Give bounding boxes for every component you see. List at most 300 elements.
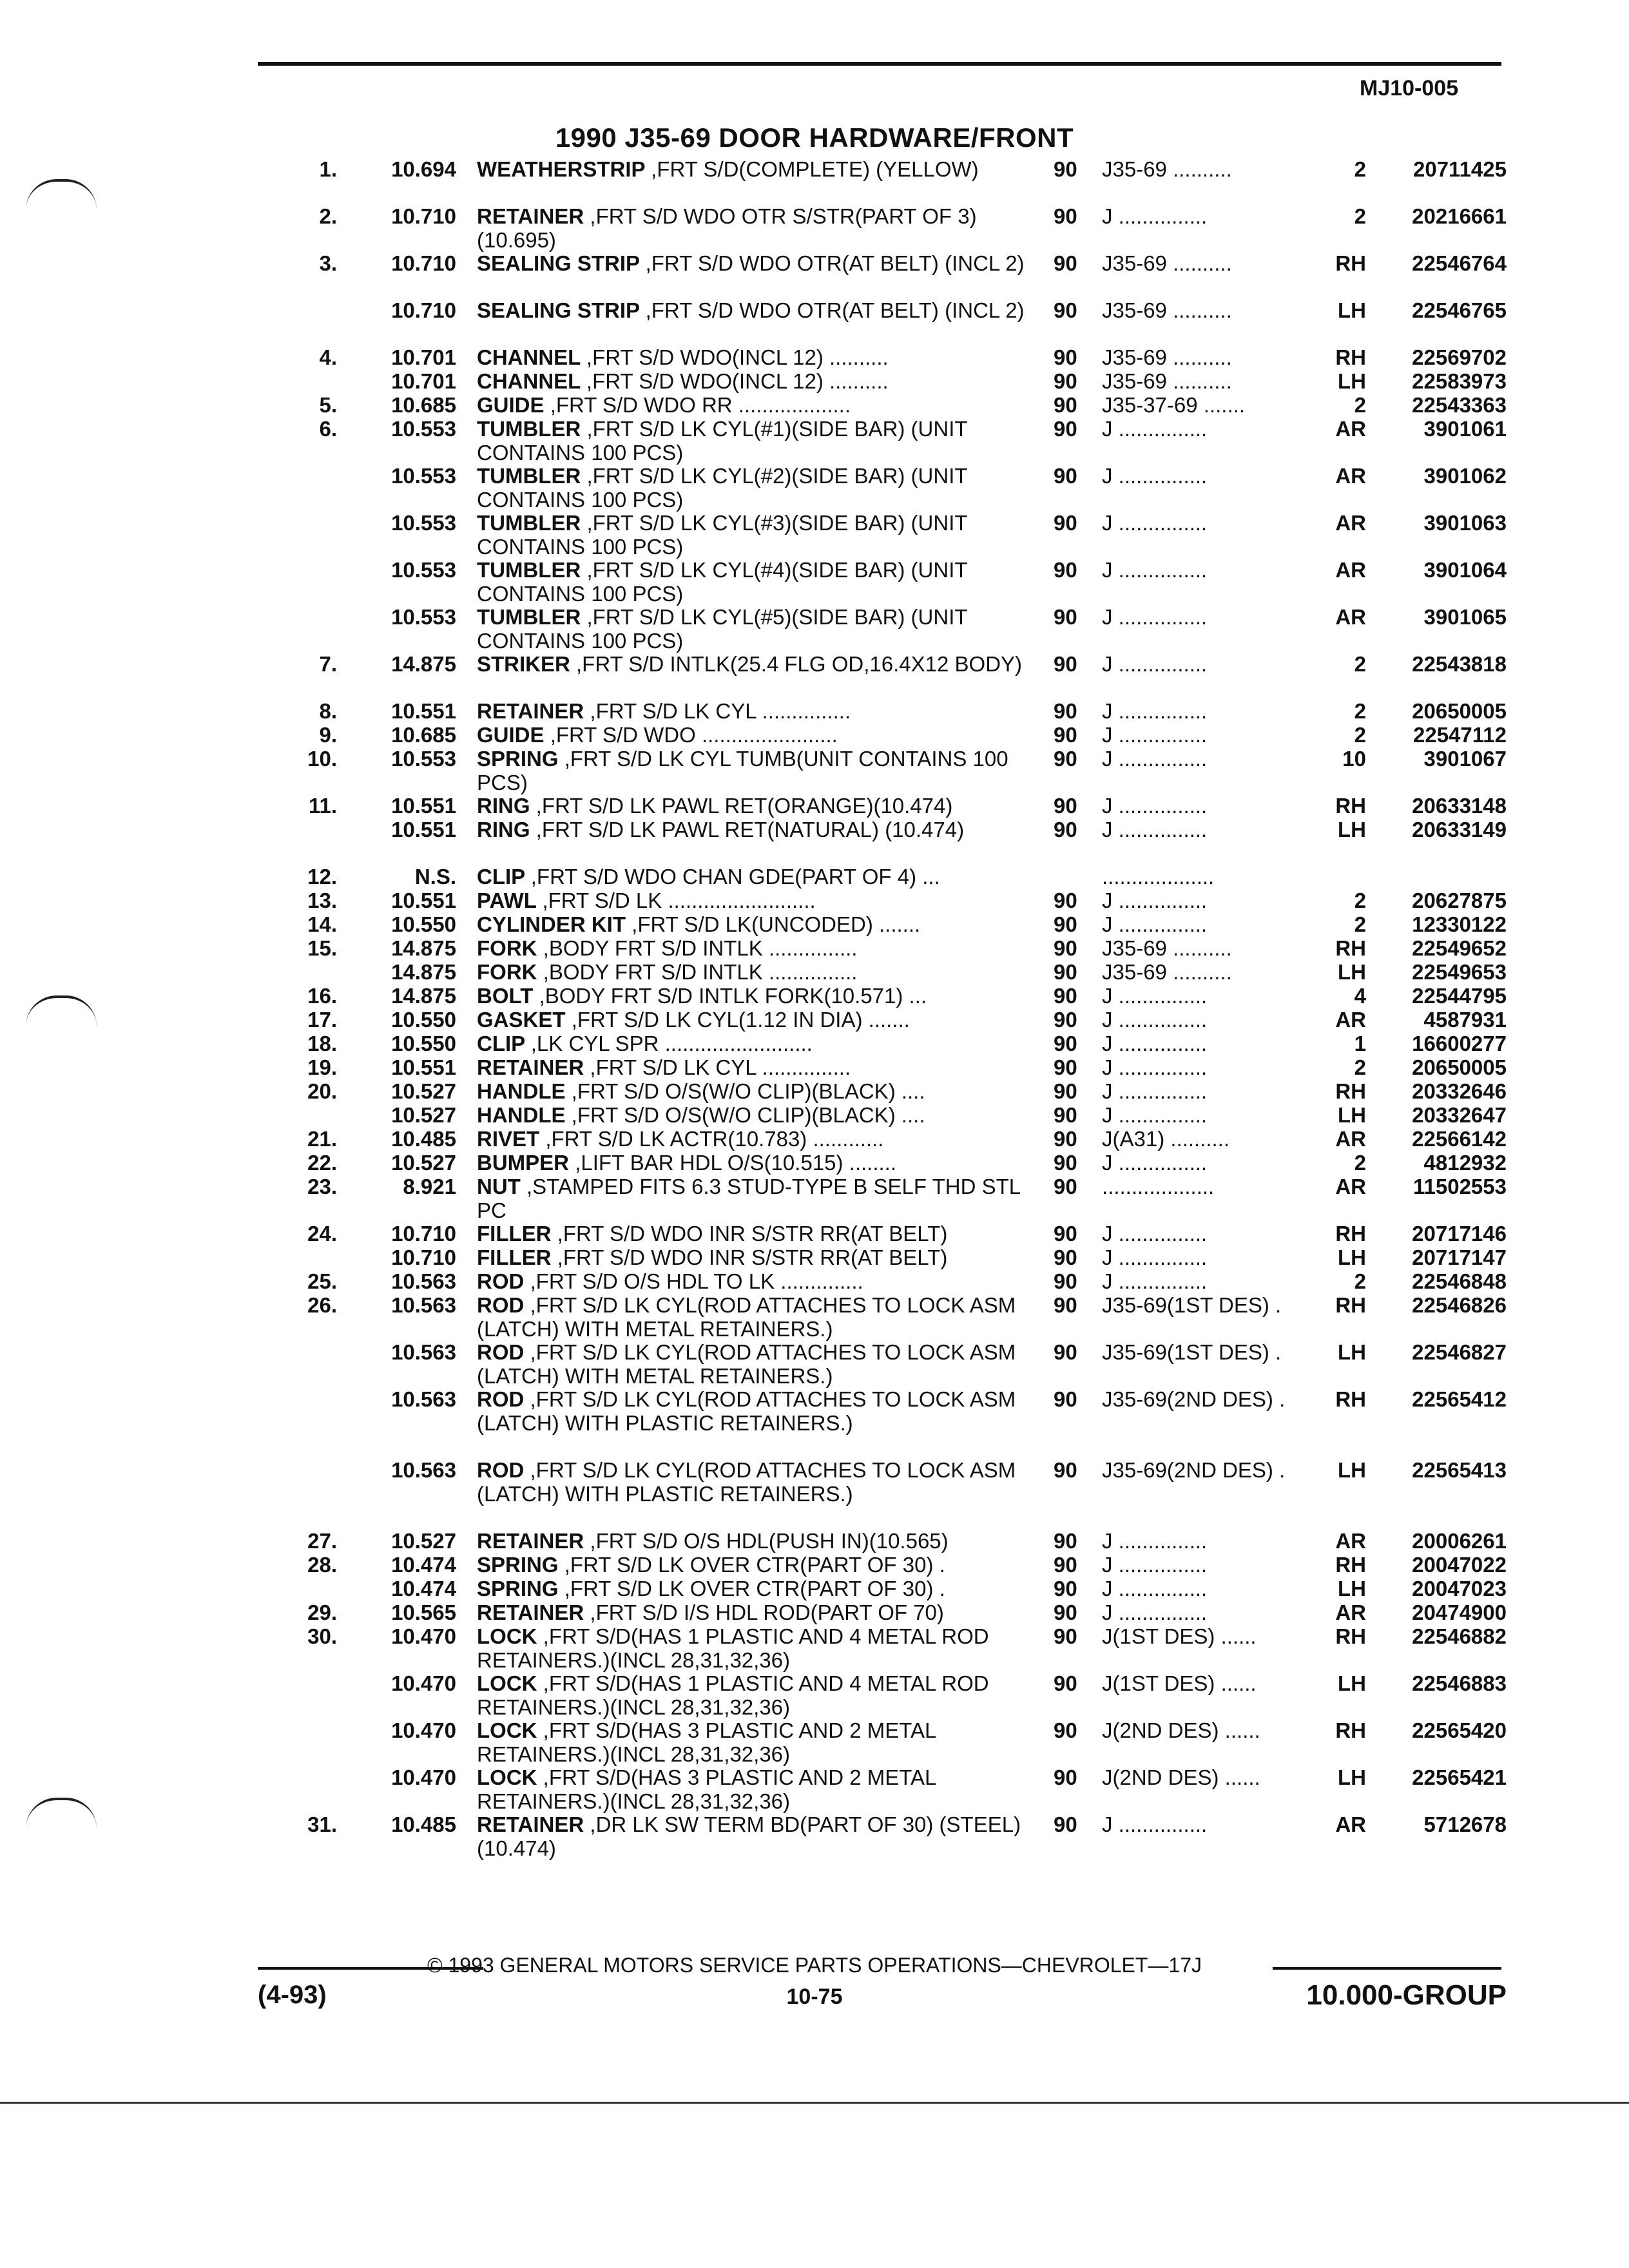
- part-detail: ,FRT S/D LK PAWL RET(ORANGE)(10.474): [535, 794, 953, 818]
- part-detail: ,FRT S/D O/S(W/O CLIP)(BLACK) ....: [571, 1103, 925, 1127]
- part-number: 3901062: [1423, 464, 1507, 488]
- model-code: J35-69 ..........: [1102, 298, 1232, 322]
- quantity: AR: [1335, 1529, 1366, 1553]
- part-description: [477, 1127, 1031, 1151]
- part-description: [477, 345, 1031, 369]
- quantity: 2: [1354, 699, 1366, 723]
- quantity: 2: [1354, 1151, 1366, 1175]
- model-code: J35-69 ..........: [1102, 251, 1232, 275]
- part-name: BUMPER: [477, 1151, 570, 1175]
- group-number: 10.563: [391, 1387, 456, 1411]
- model-year: 90: [1054, 558, 1077, 582]
- part-detail: ,FRT S/D WDO INR S/STR RR(AT BELT): [557, 1222, 948, 1245]
- part-name: CHANNEL: [477, 345, 581, 369]
- part-description: [477, 1671, 1031, 1719]
- part-name: RETAINER: [477, 1529, 584, 1553]
- part-description: [477, 157, 1031, 181]
- quantity: 2: [1354, 889, 1366, 912]
- part-name: HANDLE: [477, 1103, 566, 1127]
- item-number: 8.: [319, 699, 337, 723]
- item-number: 16.: [307, 984, 337, 1008]
- part-detail: ,FRT S/D WDO CHAN GDE(PART OF 4) ...: [530, 865, 940, 889]
- group-number: 10.551: [391, 889, 456, 912]
- part-name: RETAINER: [477, 1055, 584, 1079]
- part-number: 3901063: [1423, 511, 1507, 535]
- part-number: 22546826: [1412, 1293, 1507, 1317]
- part-row: [0, 1600, 1629, 1624]
- part-detail: ,FRT S/D LK CYL(ROD ATTACHES TO LOCK ASM (LATCH) WITH METAL RETAINERS.): [477, 1293, 1016, 1341]
- part-name: SPRING: [477, 747, 559, 771]
- copyright-text: © 1993 GENERAL MOTORS SERVICE PARTS OPERATIONS—CHEVROLET—17J: [427, 1954, 1202, 1977]
- part-number: 22565420: [1412, 1718, 1507, 1742]
- model-code: J35-69 ..........: [1102, 936, 1232, 960]
- part-name: TUMBLER: [477, 464, 581, 488]
- part-detail: ,FRT S/D WDO OTR S/STR(PART OF 3)(10.695): [477, 204, 977, 252]
- part-detail: ,FRT S/D INTLK(25.4 FLG OD,16.4X12 BODY): [576, 652, 1023, 676]
- model-code: J ...............: [1102, 1079, 1208, 1103]
- item-number: 24.: [307, 1222, 337, 1245]
- part-description: [477, 1718, 1031, 1766]
- part-row: [0, 1079, 1629, 1103]
- quantity: AR: [1335, 1175, 1366, 1198]
- part-number: 20650005: [1412, 699, 1507, 723]
- quantity: LH: [1338, 1577, 1366, 1600]
- group-number: 10.551: [391, 1055, 456, 1079]
- part-name: BOLT: [477, 984, 534, 1008]
- quantity: 2: [1354, 723, 1366, 747]
- page-number: 10-75: [786, 1984, 843, 2009]
- part-row: [0, 417, 1629, 464]
- part-row: [0, 393, 1629, 417]
- part-row: [0, 1577, 1629, 1600]
- item-number: 6.: [319, 417, 337, 441]
- model-year: 90: [1054, 157, 1077, 181]
- quantity: 10: [1342, 747, 1366, 771]
- part-detail: ,FRT S/D(HAS 3 PLASTIC AND 2 METAL RETAINERS.)(INCL 28,31,32,36): [477, 1718, 936, 1766]
- part-name: LOCK: [477, 1765, 537, 1789]
- part-description: [477, 558, 1031, 606]
- part-description: [477, 1151, 1031, 1175]
- group-number: 10.553: [391, 558, 456, 582]
- item-number: 9.: [319, 723, 337, 747]
- model-year: 90: [1054, 417, 1077, 441]
- model-code: ...................: [1102, 1175, 1215, 1198]
- part-row: [0, 1008, 1629, 1032]
- part-detail: ,FRT S/D WDO RR ...................: [550, 393, 851, 417]
- quantity: 2: [1354, 912, 1366, 936]
- part-number: 22565412: [1412, 1387, 1507, 1411]
- part-description: [477, 1577, 1031, 1600]
- part-row: [0, 1055, 1629, 1079]
- model-code: J(1ST DES) ......: [1102, 1671, 1257, 1695]
- part-row: [0, 960, 1629, 984]
- part-description: [477, 747, 1031, 794]
- item-number: 3.: [319, 251, 337, 275]
- group-number: 10.685: [391, 393, 456, 417]
- part-description: [477, 652, 1031, 676]
- group-number: 10.527: [391, 1151, 456, 1175]
- part-row: [0, 936, 1629, 960]
- part-detail: ,FRT S/D LK CYL(ROD ATTACHES TO LOCK ASM (LATCH) WITH PLASTIC RETAINERS.): [477, 1387, 1016, 1435]
- part-description: [477, 1175, 1031, 1222]
- part-detail: ,LK CYL SPR .........................: [530, 1032, 813, 1055]
- part-name: RIVET: [477, 1127, 540, 1151]
- part-number: 20006261: [1412, 1529, 1507, 1553]
- part-row: [0, 1529, 1629, 1553]
- model-year: 90: [1054, 889, 1077, 912]
- quantity: LH: [1338, 1245, 1366, 1269]
- page-reference: MJ10-005: [1360, 76, 1459, 101]
- part-detail: ,FRT S/D LK CYL ...............: [590, 699, 851, 723]
- part-name: ROD: [477, 1269, 525, 1293]
- group-number: 10.553: [391, 511, 456, 535]
- part-name: TUMBLER: [477, 558, 581, 582]
- part-description: [477, 393, 1031, 417]
- group-label: 10.000-GROUP: [1306, 1979, 1507, 2011]
- item-number: 26.: [307, 1293, 337, 1317]
- item-number: 14.: [307, 912, 337, 936]
- group-number: 10.551: [391, 699, 456, 723]
- part-description: [477, 889, 1031, 912]
- part-detail: ,FRT S/D(COMPLETE) (YELLOW): [651, 157, 979, 181]
- model-code: J ...............: [1102, 1529, 1208, 1553]
- quantity: AR: [1335, 1127, 1366, 1151]
- group-number: 10.550: [391, 1008, 456, 1032]
- part-row: [0, 794, 1629, 818]
- model-year: 90: [1054, 1553, 1077, 1577]
- parts-list: [0, 157, 1629, 1860]
- model-code: J ...............: [1102, 1577, 1208, 1600]
- part-name: TUMBLER: [477, 417, 581, 441]
- part-name: LOCK: [477, 1718, 537, 1742]
- item-number: 15.: [307, 936, 337, 960]
- part-detail: ,FRT S/D WDO INR S/STR RR(AT BELT): [557, 1245, 948, 1269]
- item-number: 2.: [319, 204, 337, 228]
- part-row: [0, 345, 1629, 369]
- item-number: 13.: [307, 889, 337, 912]
- quantity: LH: [1338, 1458, 1366, 1482]
- part-name: RETAINER: [477, 699, 584, 723]
- part-detail: ,FRT S/D O/S HDL TO LK ..............: [530, 1269, 863, 1293]
- part-description: [477, 1765, 1031, 1813]
- group-number: 10.550: [391, 912, 456, 936]
- group-number: 10.470: [391, 1671, 456, 1695]
- quantity: RH: [1335, 1387, 1366, 1411]
- group-number: 10.563: [391, 1293, 456, 1317]
- part-name: CYLINDER KIT: [477, 912, 626, 936]
- part-description: [477, 1600, 1031, 1624]
- part-name: RING: [477, 794, 530, 818]
- item-number: 29.: [307, 1600, 337, 1624]
- model-year: 90: [1054, 1387, 1077, 1411]
- part-name: FILLER: [477, 1245, 552, 1269]
- part-row: [0, 1032, 1629, 1055]
- model-code: J ...............: [1102, 1055, 1208, 1079]
- part-detail: ,FRT S/D WDO .......................: [550, 723, 838, 747]
- part-detail: ,FRT S/D LK CYL(#1)(SIDE BAR) (UNIT CONTAINS 100 PCS): [477, 417, 967, 465]
- model-year: 90: [1054, 912, 1077, 936]
- model-year: 90: [1054, 747, 1077, 771]
- part-number: 22546764: [1412, 251, 1507, 275]
- part-detail: ,FRT S/D O/S(W/O CLIP)(BLACK) ....: [571, 1079, 925, 1103]
- part-name: LOCK: [477, 1671, 537, 1695]
- model-year: 90: [1054, 1718, 1077, 1742]
- part-row: [0, 204, 1629, 251]
- model-code: J ...............: [1102, 889, 1208, 912]
- quantity: RH: [1335, 251, 1366, 275]
- part-detail: ,FRT S/D LK CYL(#2)(SIDE BAR) (UNIT CONTAINS 100 PCS): [477, 464, 967, 512]
- model-year: 90: [1054, 818, 1077, 841]
- part-row: [0, 1222, 1629, 1245]
- part-row: [0, 723, 1629, 747]
- part-number: 22546848: [1412, 1269, 1507, 1293]
- quantity: RH: [1335, 1293, 1366, 1317]
- part-number: 22549652: [1412, 936, 1507, 960]
- model-year: 90: [1054, 1269, 1077, 1293]
- quantity: AR: [1335, 417, 1366, 441]
- part-row: [0, 1458, 1629, 1529]
- model-code: J ...............: [1102, 1812, 1208, 1836]
- model-year: 90: [1054, 204, 1077, 228]
- model-code: J35-69(2ND DES) .: [1102, 1458, 1286, 1482]
- item-number: 31.: [307, 1812, 337, 1836]
- part-number: 22565413: [1412, 1458, 1507, 1482]
- group-number: 10.485: [391, 1127, 456, 1151]
- item-number: 25.: [307, 1269, 337, 1293]
- group-number: 10.485: [391, 1812, 456, 1836]
- part-name: ROD: [477, 1458, 525, 1482]
- part-row: [0, 1175, 1629, 1222]
- quantity: LH: [1338, 818, 1366, 841]
- footer-rule-right: [1273, 1967, 1501, 1970]
- item-number: 19.: [307, 1055, 337, 1079]
- item-number: 11.: [308, 794, 337, 818]
- part-number: 22566142: [1412, 1127, 1507, 1151]
- part-description: [477, 1222, 1031, 1245]
- part-name: ROD: [477, 1340, 525, 1364]
- item-number: 10.: [307, 747, 337, 771]
- part-number: 22569702: [1412, 345, 1507, 369]
- part-detail: ,FRT S/D WDO(INCL 12) ..........: [586, 345, 889, 369]
- model-year: 90: [1054, 1245, 1077, 1269]
- part-row: [0, 1340, 1629, 1387]
- model-code: J(2ND DES) ......: [1102, 1718, 1260, 1742]
- part-number: 22549653: [1412, 960, 1507, 984]
- part-number: 20216661: [1412, 204, 1507, 228]
- model-year: 90: [1054, 1103, 1077, 1127]
- part-row: [0, 1387, 1629, 1458]
- part-detail: ,FRT S/D LK CYL TUMB(UNIT CONTAINS 100 PCS): [477, 747, 1008, 794]
- model-code: J ...............: [1102, 1245, 1208, 1269]
- part-row: [0, 605, 1629, 652]
- part-description: [477, 912, 1031, 936]
- part-number: 22565421: [1412, 1765, 1507, 1789]
- part-detail: ,FRT S/D O/S HDL(PUSH IN)(10.565): [590, 1529, 949, 1553]
- group-number: 10.527: [391, 1079, 456, 1103]
- part-description: [477, 1032, 1031, 1055]
- part-detail: ,FRT S/D WDO OTR(AT BELT) (INCL 2): [645, 298, 1025, 322]
- part-detail: ,BODY FRT S/D INTLK ...............: [543, 960, 858, 984]
- model-code: J ...............: [1102, 1103, 1208, 1127]
- part-number: 22546883: [1412, 1671, 1507, 1695]
- part-name: FORK: [477, 960, 537, 984]
- model-code: J ...............: [1102, 747, 1208, 771]
- part-description: [477, 1055, 1031, 1079]
- part-name: CLIP: [477, 865, 525, 889]
- part-description: [477, 1553, 1031, 1577]
- part-row: [0, 865, 1629, 889]
- model-code: J35-69 ..........: [1102, 960, 1232, 984]
- part-description: [477, 1624, 1031, 1672]
- quantity: LH: [1338, 1340, 1366, 1364]
- model-code: J ...............: [1102, 723, 1208, 747]
- part-name: FORK: [477, 936, 537, 960]
- group-number: 10.710: [391, 204, 456, 228]
- quantity: AR: [1335, 1600, 1366, 1624]
- model-year: 90: [1054, 1055, 1077, 1079]
- model-code: J35-69(2ND DES) .: [1102, 1387, 1286, 1411]
- part-name: RETAINER: [477, 1812, 584, 1836]
- part-description: [477, 936, 1031, 960]
- part-number: 20047023: [1412, 1577, 1507, 1600]
- model-year: 90: [1054, 794, 1077, 818]
- group-number: 10.527: [391, 1103, 456, 1127]
- part-number: 22583973: [1412, 369, 1507, 393]
- part-number: 22546882: [1412, 1624, 1507, 1648]
- quantity: AR: [1335, 605, 1366, 629]
- model-code: J ...............: [1102, 558, 1208, 582]
- part-name: TUMBLER: [477, 511, 581, 535]
- part-row: [0, 1127, 1629, 1151]
- quantity: RH: [1335, 1079, 1366, 1103]
- part-description: [477, 204, 1031, 252]
- part-name: RING: [477, 818, 530, 841]
- part-number: 20633149: [1412, 818, 1507, 841]
- group-number: 10.550: [391, 1032, 456, 1055]
- part-description: [477, 984, 1031, 1008]
- page-title: 1990 J35-69 DOOR HARDWARE/FRONT: [555, 122, 1074, 153]
- part-description: [477, 1340, 1031, 1388]
- quantity: RH: [1335, 936, 1366, 960]
- part-row: [0, 652, 1629, 699]
- group-number: 10.694: [391, 157, 456, 181]
- part-number: 3901064: [1423, 558, 1507, 582]
- revision-date: (4-93): [258, 1981, 327, 2009]
- part-detail: ,FRT S/D(HAS 1 PLASTIC AND 4 METAL ROD RETAINERS.)(INCL 28,31,32,36): [477, 1624, 989, 1672]
- quantity: 2: [1354, 652, 1366, 676]
- model-year: 90: [1054, 960, 1077, 984]
- part-number: 20332646: [1412, 1079, 1507, 1103]
- group-number: 14.875: [391, 936, 456, 960]
- part-number: 20650005: [1412, 1055, 1507, 1079]
- part-number: 20717147: [1412, 1245, 1507, 1269]
- part-row: [0, 1293, 1629, 1340]
- part-detail: ,FRT S/D LK CYL(1.12 IN DIA) .......: [571, 1008, 910, 1032]
- part-detail: ,FRT S/D LK OVER CTR(PART OF 30) .: [564, 1577, 945, 1600]
- part-description: [477, 1458, 1031, 1506]
- item-number: 23.: [307, 1175, 337, 1198]
- group-number: 10.563: [391, 1458, 456, 1482]
- part-number: 20627875: [1412, 889, 1507, 912]
- quantity: LH: [1338, 1671, 1366, 1695]
- group-number: 10.470: [391, 1718, 456, 1742]
- model-code: J ...............: [1102, 912, 1208, 936]
- item-number: 4.: [319, 345, 337, 369]
- part-description: [477, 1529, 1031, 1553]
- part-name: HANDLE: [477, 1079, 566, 1103]
- part-description: [477, 511, 1031, 559]
- model-code: J ...............: [1102, 1600, 1208, 1624]
- part-number: 3901061: [1423, 417, 1507, 441]
- model-year: 90: [1054, 1222, 1077, 1245]
- model-year: 90: [1054, 393, 1077, 417]
- quantity: RH: [1335, 1718, 1366, 1742]
- model-year: 90: [1054, 1600, 1077, 1624]
- part-number: 20047022: [1412, 1553, 1507, 1577]
- part-row: [0, 1624, 1629, 1671]
- part-row: [0, 1245, 1629, 1269]
- part-number: 20332647: [1412, 1103, 1507, 1127]
- quantity: 2: [1354, 393, 1366, 417]
- item-number: 5.: [319, 393, 337, 417]
- quantity: LH: [1338, 960, 1366, 984]
- model-code: J35-69 ..........: [1102, 369, 1232, 393]
- part-description: [477, 1245, 1031, 1269]
- model-code: J35-37-69 .......: [1102, 393, 1245, 417]
- quantity: AR: [1335, 464, 1366, 488]
- part-number: 4587931: [1423, 1008, 1507, 1032]
- part-description: [477, 723, 1031, 747]
- part-number: 3901067: [1423, 747, 1507, 771]
- model-year: 90: [1054, 723, 1077, 747]
- quantity: 2: [1354, 157, 1366, 181]
- model-year: 90: [1054, 1293, 1077, 1317]
- part-number: 22543818: [1412, 652, 1507, 676]
- part-description: [477, 1387, 1031, 1435]
- part-row: [0, 464, 1629, 511]
- model-code: J ...............: [1102, 818, 1208, 841]
- quantity: AR: [1335, 511, 1366, 535]
- model-code: J ...............: [1102, 794, 1208, 818]
- part-description: [477, 1293, 1031, 1341]
- part-detail: ,FRT S/D(HAS 3 PLASTIC AND 2 METAL RETAINERS.)(INCL 28,31,32,36): [477, 1765, 936, 1813]
- item-number: 28.: [307, 1553, 337, 1577]
- model-code: J ...............: [1102, 204, 1208, 228]
- quantity: RH: [1335, 1222, 1366, 1245]
- item-number: 12.: [307, 865, 337, 889]
- model-code: J(A31) ..........: [1102, 1127, 1230, 1151]
- part-detail: ,STAMPED FITS 6.3 STUD-TYPE B SELF THD STL PC: [477, 1175, 1020, 1222]
- part-detail: ,FRT S/D LK(UNCODED) .......: [631, 912, 921, 936]
- part-detail: ,FRT S/D LK CYL(#5)(SIDE BAR) (UNIT CONTAINS 100 PCS): [477, 605, 967, 653]
- model-code: J35-69 ..........: [1102, 345, 1232, 369]
- part-row: [0, 747, 1629, 794]
- part-name: GASKET: [477, 1008, 566, 1032]
- part-number: 12330122: [1412, 912, 1507, 936]
- part-name: ROD: [477, 1293, 525, 1317]
- quantity: 2: [1354, 1055, 1366, 1079]
- part-detail: ,FRT S/D LK PAWL RET(NATURAL) (10.474): [535, 818, 965, 841]
- group-number: N.S.: [414, 865, 456, 889]
- part-detail: ,FRT S/D WDO OTR(AT BELT) (INCL 2): [645, 251, 1025, 275]
- model-year: 90: [1054, 1008, 1077, 1032]
- part-description: [477, 369, 1031, 393]
- model-code: J ...............: [1102, 511, 1208, 535]
- part-row: [0, 1151, 1629, 1175]
- part-name: RETAINER: [477, 1600, 584, 1624]
- part-description: [477, 605, 1031, 653]
- item-number: 18.: [307, 1032, 337, 1055]
